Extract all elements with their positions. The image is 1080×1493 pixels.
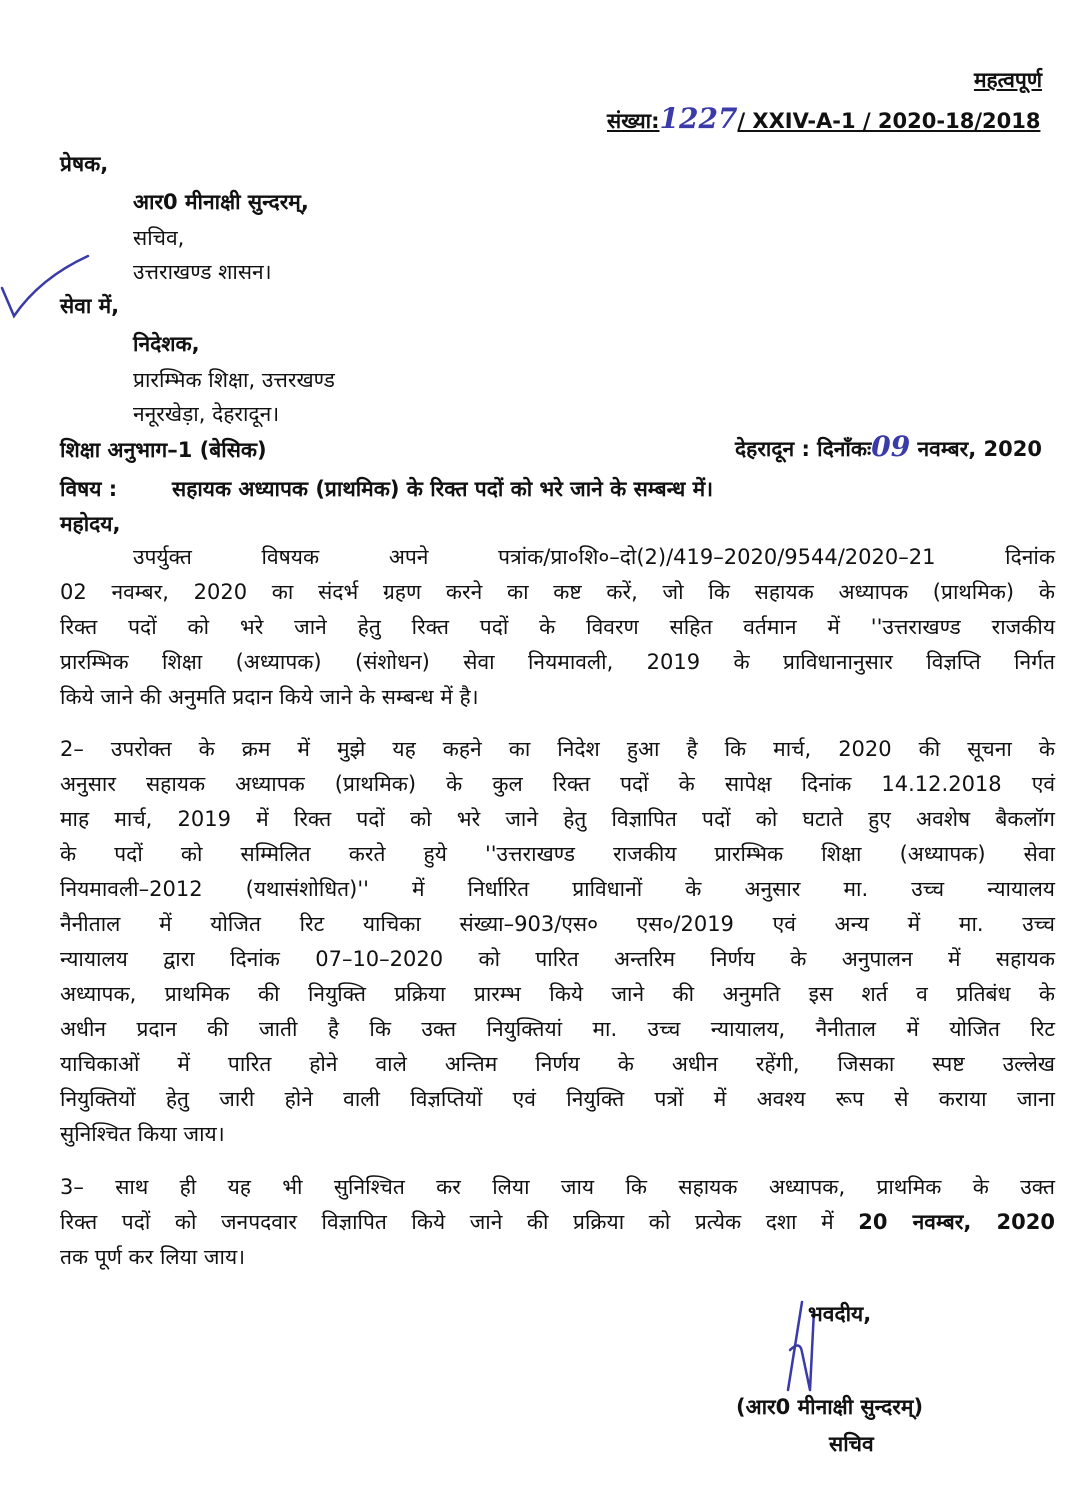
paragraph-line: न्यायालय द्वारा दिनांक 07–10–2020 को पारित अन्तरिम निर्णय के अनुपालन में सहायक [60, 947, 1055, 971]
paragraph-line: अध्यापक, प्राथमिक की नियुक्ति प्रक्रिया प्रारम्भ किये जाने की अनुमति इस शर्त व प्रतिबंध के [60, 982, 1055, 1006]
number-handwritten: 1227 [659, 102, 738, 135]
sender-name: आर0 मीनाक्षी सुन्दरम्, [133, 190, 309, 214]
date-month-year: नवम्बर, 2020 [917, 437, 1042, 461]
paragraph-line: अनुसार सहायक अध्यापक (प्राथमिक) के कुल रिक्त पदों के सापेक्ष दिनांक 14.12.2018 एवं [60, 772, 1055, 796]
number-label: संख्या: [607, 109, 660, 133]
paragraph-line: अधीन प्रदान की जाती है कि उक्त नियुक्तियां मा. उच्च न्यायालय, नैनीताल में योजित रिट [60, 1017, 1055, 1041]
paragraph-line: किये जाने की अनुमति प्रदान किये जाने के सम्बन्ध में है। [60, 685, 479, 709]
paragraph-line: माह मार्च, 2019 में रिक्त पदों को भरे जाने हेतु विज्ञापित पदों को घटाते हुए अवशेष बैकलॉग [60, 807, 1055, 831]
paragraph-line: नैनीताल में योजित रिट याचिका संख्या–903/एस० एस०/2019 एवं अन्य में मा. उच्च [60, 912, 1055, 936]
recipient-address: ननूरखेड़ा, देहरादून। [133, 402, 280, 426]
paragraph-line: रिक्त पदों को भरे जाने हेतु रिक्त पदों के विवरण सहित वर्तमान में ''उत्तराखण्ड राजकीय [60, 615, 1055, 639]
paragraph-line: तक पूर्ण कर लिया जाय। [60, 1245, 246, 1269]
paragraph-line: 3– साथ ही यह भी सुनिश्चित कर लिया जाय कि सहायक अध्यापक, प्राथमिक के उक्त [60, 1175, 1055, 1199]
recipient-label: सेवा में, [60, 294, 120, 318]
paragraph-line: नियमावली–2012 (यथासंशोधित)'' में निर्धारित प्राविधानों के अनुसार मा. उच्च न्यायालय [60, 877, 1055, 901]
paragraph-2 [60, 732, 1055, 1152]
sender-designation: सचिव, [133, 226, 185, 250]
paragraph-line: नियुक्तियों हेतु जारी होने वाली विज्ञप्तियों एवं नियुक्ति पत्रों में अवश्य रूप से कराया जाना [60, 1087, 1055, 1111]
paragraph-line-text: रिक्त पदों को जनपदवार विज्ञापित किये जाने की प्रक्रिया को प्रत्येक दशा में [60, 1210, 834, 1234]
paragraph-line: 2– उपरोक्त के क्रम में मुझे यह कहने का निदेश हुआ है कि मार्च, 2020 की सूचना के [60, 737, 1055, 761]
closing-regards: भवदीय, [808, 1302, 872, 1326]
dateline [735, 430, 1042, 463]
section-label: शिक्षा अनुभाग–1 (बेसिक) [60, 438, 267, 462]
date-day-handwritten: 09 [871, 430, 911, 463]
salutation: महोदय, [60, 512, 121, 536]
sender-office: उत्तराखण्ड शासन। [133, 260, 272, 284]
paragraph-line: के पदों को सम्मिलित करते हुये ''उत्तराखण्ड राजकीय प्रारम्भिक शिक्षा (अध्यापक) सेवा [60, 842, 1055, 866]
recipient-designation: निदेशक, [133, 332, 200, 356]
subject-text: सहायक अध्यापक (प्राथमिक) के रिक्त पदों को भरे जाने के सम्बन्ध में। [172, 477, 714, 501]
closing-designation: सचिव [829, 1432, 874, 1456]
paragraph-line [60, 1205, 1055, 1240]
number-suffix: / XXIV-A-1 / 2020-18/2018 [737, 109, 1041, 133]
paragraph-line: याचिकाओं में पारित होने वाले अन्तिम निर्णय के अधीन रहेंगी, जिसका स्पष्ट उल्लेख [60, 1052, 1055, 1076]
deadline-date: 20 नवम्बर, 2020 [858, 1210, 1055, 1234]
letter-number [607, 102, 1040, 135]
paragraph-line: सुनिश्चित किया जाय। [60, 1122, 225, 1146]
subject-label: विषय : [60, 477, 118, 501]
date-place: देहरादून : दिनाँकः [735, 437, 872, 461]
sender-label: प्रेषक, [60, 152, 109, 176]
closing-name: (आर0 मीनाक्षी सुन्दरम्) [736, 1395, 924, 1419]
paragraph-line: प्रारम्भिक शिक्षा (अध्यापक) (संशोधन) सेवा नियमावली, 2019 के प्राविधानानुसार विज्ञप्ति निर्गत [60, 650, 1055, 674]
paragraph-3 [60, 1170, 1055, 1275]
paragraph-line: उपर्युक्त विषयक अपने पत्रांक/प्रा०शि०–दो(2)/419–2020/9544/2020–21 दिनांक [133, 545, 1055, 569]
importance-label: महत्वपूर्ण [973, 68, 1042, 92]
paragraph-line: 02 नवम्बर, 2020 का संदर्भ ग्रहण करने का कष्ट करें, जो कि सहायक अध्यापक (प्राथमिक) के [60, 580, 1055, 604]
recipient-office: प्रारम्भिक शिक्षा, उत्तरखण्ड [133, 368, 335, 392]
paragraph-1 [60, 540, 1055, 715]
